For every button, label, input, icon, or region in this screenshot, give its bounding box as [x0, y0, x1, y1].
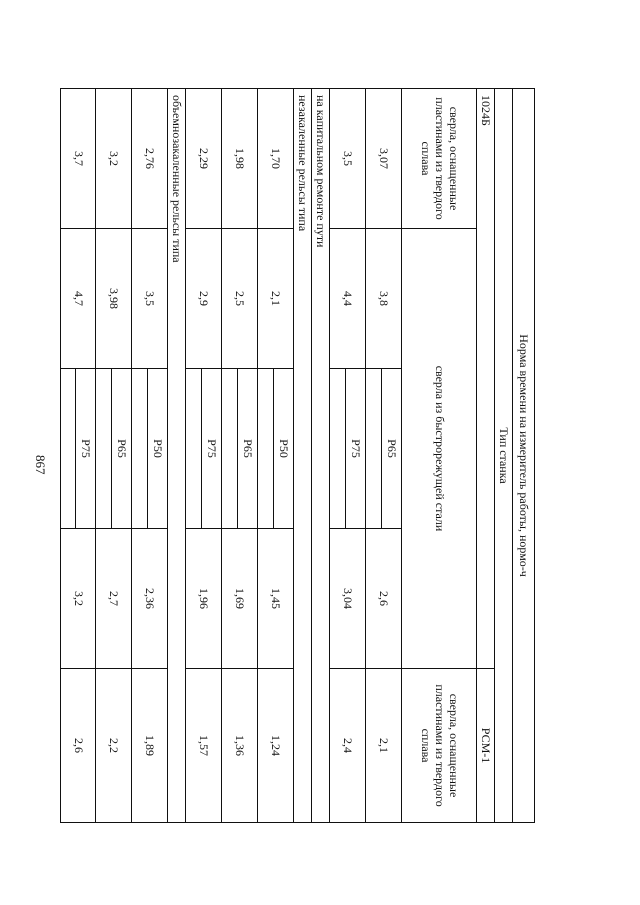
- norm-table-container: [71, 88, 535, 822]
- table-row: [202, 89, 222, 823]
- cell-d: 1,36: [222, 669, 258, 823]
- cell-d: 2,2: [96, 669, 132, 823]
- table-row: [346, 89, 366, 823]
- cell-c: 2,6: [366, 529, 402, 669]
- rail-type: Р50: [274, 369, 294, 529]
- machine-1024b: 1024Б: [477, 89, 495, 669]
- cell-a: 2,76: [132, 89, 168, 229]
- cell-b: 2,5: [222, 229, 258, 369]
- col-hss: сверла из быстрорежущей стали: [402, 229, 477, 669]
- cell-c: 1,45: [258, 529, 294, 669]
- spacer-cell: [186, 369, 202, 529]
- machine-rsm1: РСМ-1: [477, 669, 495, 823]
- spacer-cell: [132, 369, 148, 529]
- rail-type: Р75: [76, 369, 96, 529]
- spacer-cell: [366, 369, 382, 529]
- cell-b: 3,8: [366, 229, 402, 369]
- col-hard-alloy-1: сверла, оснащенные пластинами из твердого сплава: [402, 89, 477, 229]
- cell-a: 1,98: [222, 89, 258, 229]
- table-row: [76, 89, 96, 823]
- cell-b: 2,9: [186, 229, 222, 369]
- header-norm: Норма времени на измеритель работы, нормо-ч: [513, 89, 535, 823]
- rail-type: Р65: [382, 369, 402, 529]
- col-hard-alloy-2: сверла, оснащенные пластинами из твердого сплава: [402, 669, 477, 823]
- spacer-cell: [258, 369, 274, 529]
- header-machine-type: Тип станка: [495, 89, 513, 823]
- rail-type: Р65: [112, 369, 132, 529]
- cell-a: 1,70: [258, 89, 294, 229]
- page-number: 867: [33, 455, 48, 475]
- cell-b: 3,98: [96, 229, 132, 369]
- cell-a: 3,07: [366, 89, 402, 229]
- spacer-cell: [222, 369, 238, 529]
- cell-b: 4,7: [61, 229, 96, 369]
- cell-d: 2,4: [330, 669, 366, 823]
- rail-type: Р75: [346, 369, 366, 529]
- cell-c: 2,36: [132, 529, 168, 669]
- cell-d: 2,1: [366, 669, 402, 823]
- cell-b: 3,5: [132, 229, 168, 369]
- table-row: [382, 89, 402, 823]
- section-subtitle: незакаленные рельсы типа: [294, 89, 312, 823]
- cell-b: 4,4: [330, 229, 366, 369]
- cell-d: 2,6: [61, 669, 96, 823]
- cell-c: 1,96: [186, 529, 222, 669]
- table-row: [274, 89, 294, 823]
- spacer-cell: [96, 369, 112, 529]
- cell-c: 3,2: [61, 529, 96, 669]
- table-row: [112, 89, 132, 823]
- rail-type: Р50: [148, 369, 168, 529]
- cell-a: 3,7: [61, 89, 96, 229]
- spacer-cell: [61, 369, 76, 529]
- cell-a: 3,5: [330, 89, 366, 229]
- table-row: [238, 89, 258, 823]
- cell-c: 1,69: [222, 529, 258, 669]
- cell-d: 1,57: [186, 669, 222, 823]
- section-title: на капитальном ремонте пути: [312, 89, 330, 823]
- cell-c: 2,7: [96, 529, 132, 669]
- cell-c: 3,04: [330, 529, 366, 669]
- table-row: [148, 89, 168, 823]
- section-title: объемнозакаленные рельсы типа: [168, 89, 186, 823]
- rail-type: Р75: [202, 369, 222, 529]
- cell-d: 1,24: [258, 669, 294, 823]
- cell-a: 3,2: [96, 89, 132, 229]
- rail-type: Р65: [238, 369, 258, 529]
- cell-d: 1,89: [132, 669, 168, 823]
- norm-table: [60, 88, 535, 823]
- cell-a: 2,29: [186, 89, 222, 229]
- cell-b: 2,1: [258, 229, 294, 369]
- spacer-cell: [330, 369, 346, 529]
